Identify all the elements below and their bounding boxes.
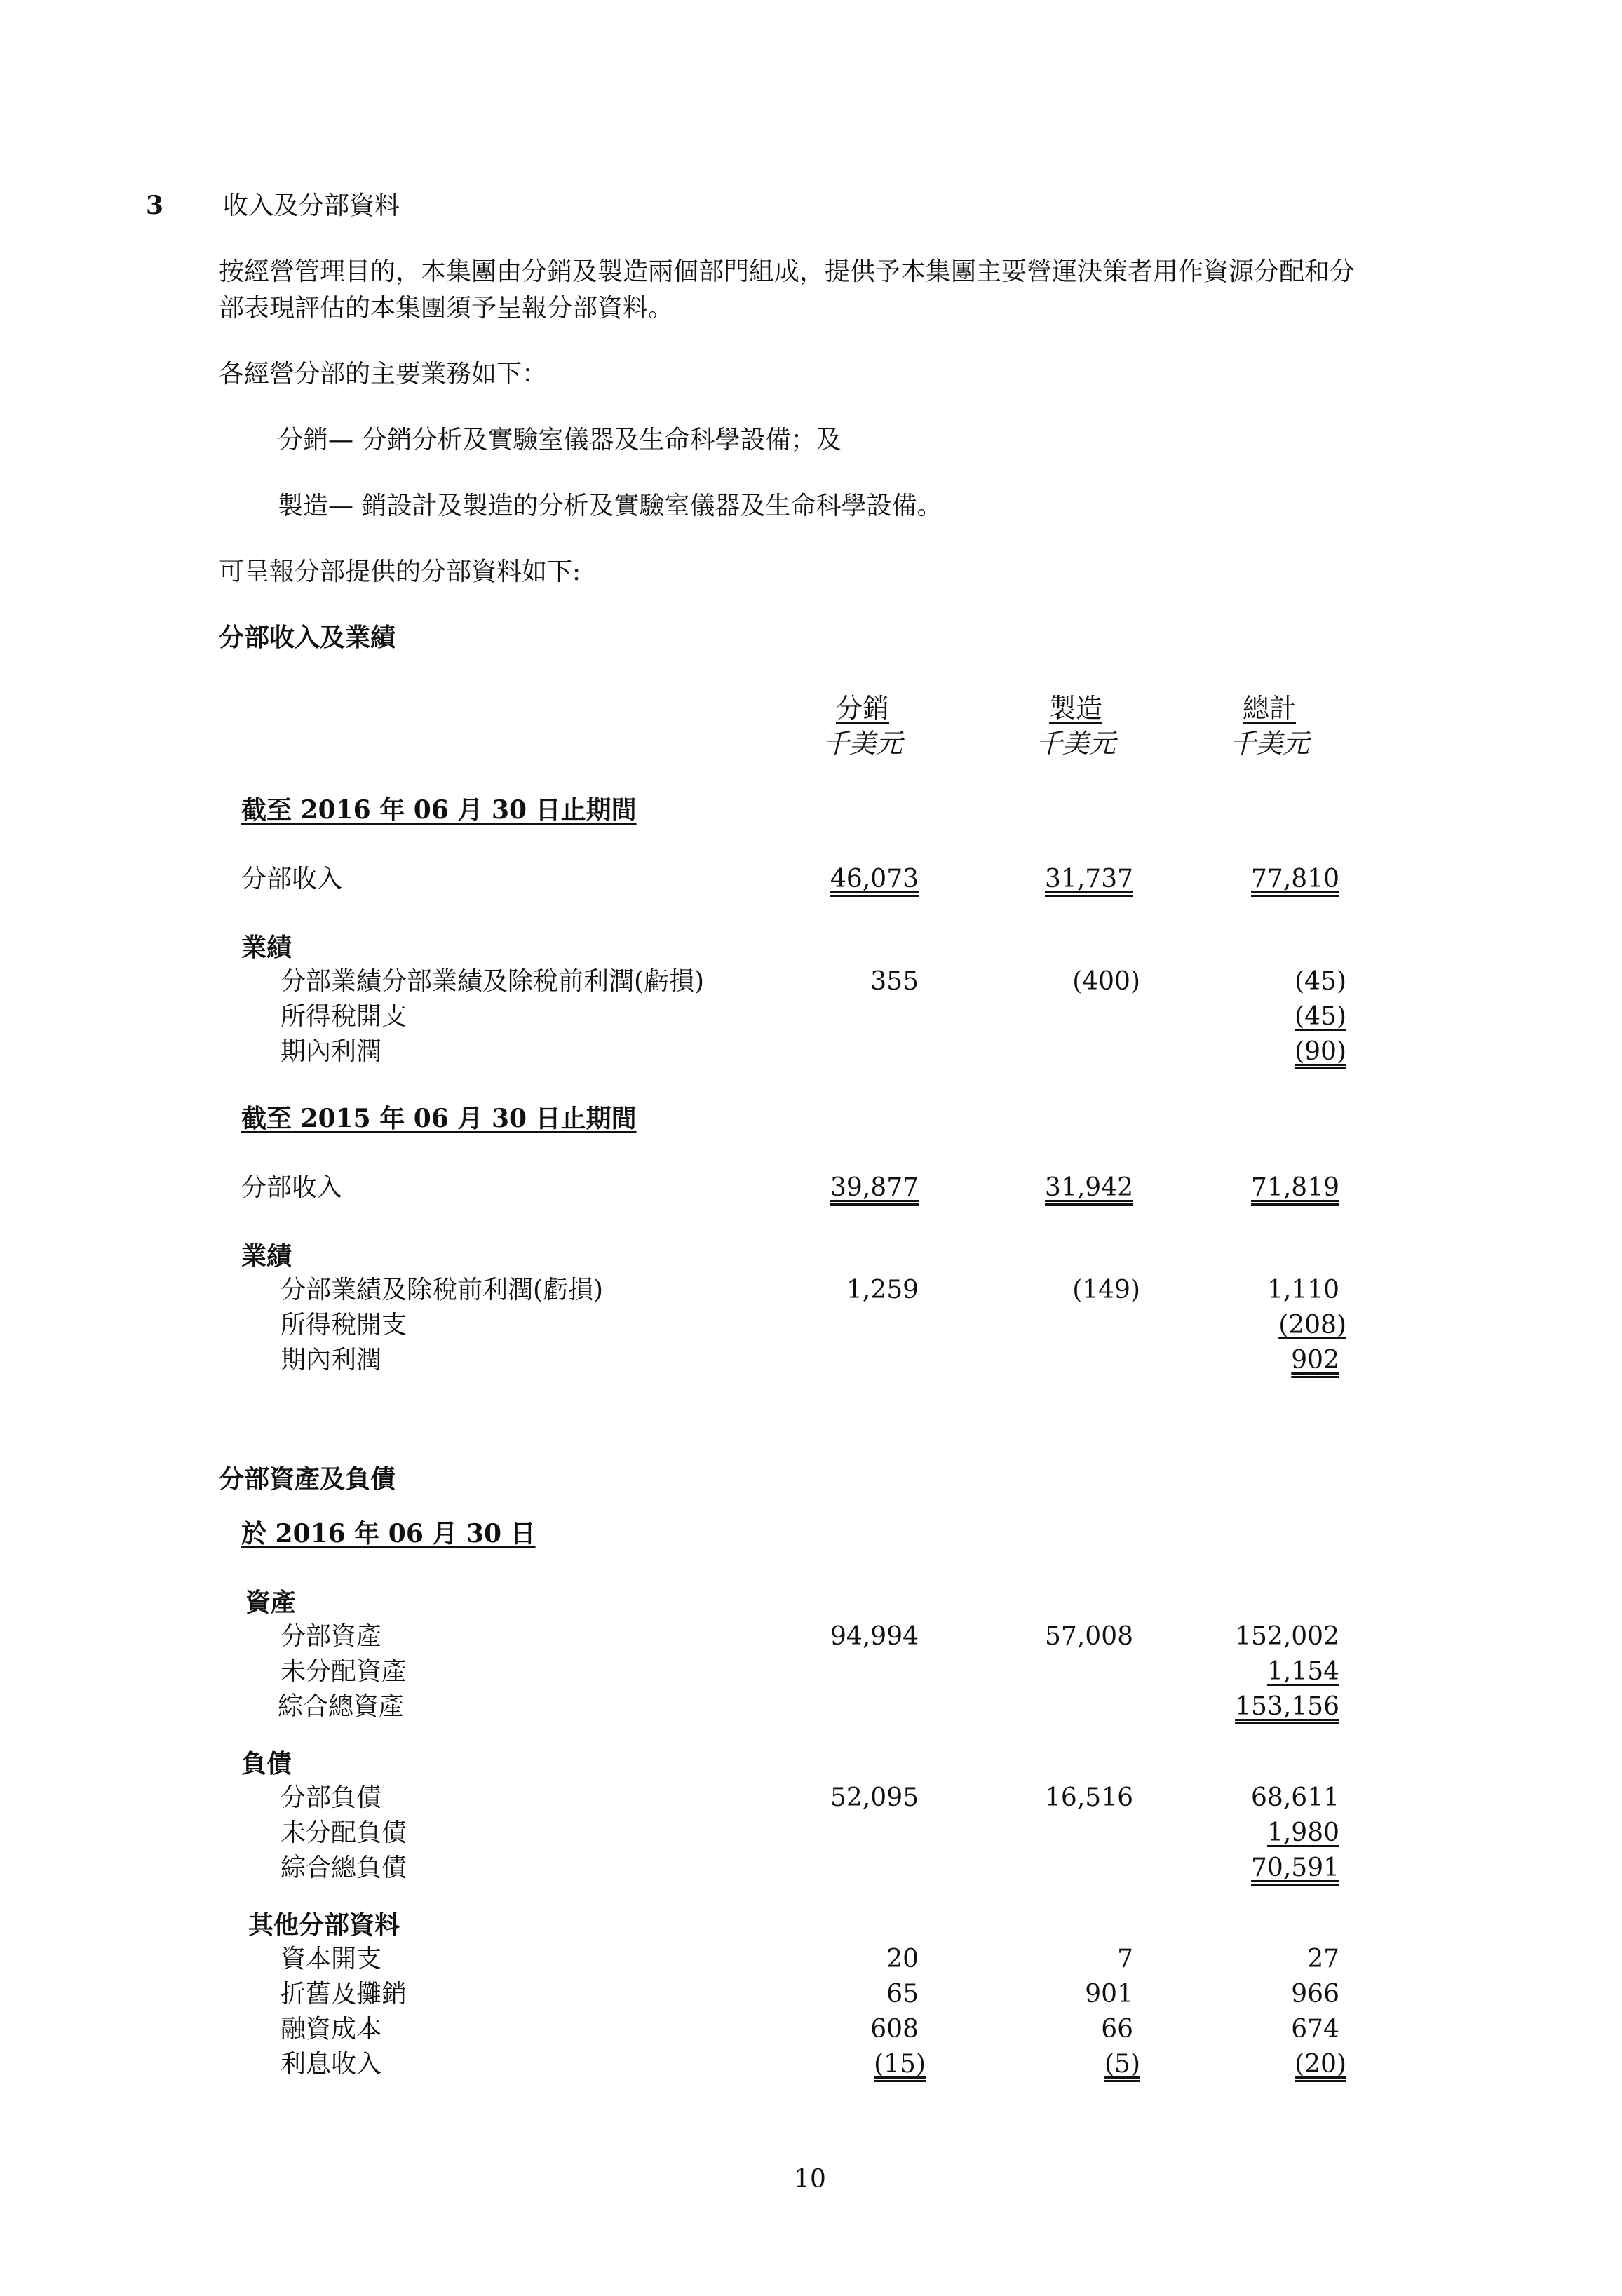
col-header-distribution: 分銷: [835, 693, 889, 724]
capex-label: 資本開支: [281, 1945, 382, 1973]
section-number: 3: [146, 191, 164, 220]
revenue-label-2015: 分部收入: [241, 1173, 343, 1202]
interest-income-distribution: (15): [874, 2050, 926, 2079]
results-label-2016: 業績: [241, 933, 292, 962]
col-header-manufacturing: 製造: [1048, 693, 1102, 724]
finance-cost-manufacturing: 66: [1101, 2015, 1133, 2044]
total-liabilities-label: 綜合總負債: [281, 1853, 407, 1882]
section-title: 收入及分部資料: [223, 191, 400, 220]
capex-distribution: 20: [886, 1945, 919, 1973]
segment-result-2015-manufacturing: (149): [1072, 1276, 1140, 1304]
total-assets: 153,156: [1235, 1692, 1339, 1721]
revenue-label-2016: 分部收入: [241, 865, 343, 893]
interest-income-manufacturing: (5): [1104, 2050, 1140, 2079]
total-liabilities: 70,591: [1251, 1853, 1339, 1882]
segment-result-2015-distribution: 1,259: [846, 1276, 919, 1304]
revenue-results-heading: 分部收入及業績: [219, 623, 396, 652]
tax-2016-total: (45): [1295, 1002, 1346, 1031]
period-2015-title: 截至 2015 年 06 月 30 日止期間: [241, 1104, 637, 1133]
profit-2016-total: (90): [1295, 1037, 1346, 1066]
unallocated-assets-total: 1,154: [1266, 1657, 1339, 1686]
col-unit-distribution: 千美元: [822, 728, 903, 759]
profit-label-2016: 期內利潤: [281, 1037, 382, 1066]
bullet-distribution: 分銷— 分銷分析及實驗室儀器及生命科學設備；及: [278, 426, 842, 454]
depreciation-distribution: 65: [886, 1980, 919, 2008]
period-2016-title: 截至 2016 年 06 月 30 日止期間: [241, 795, 637, 825]
profit-label-2015: 期內利潤: [281, 1346, 382, 1375]
unallocated-assets-label: 未分配資產: [281, 1657, 407, 1686]
segment-result-2016-manufacturing: (400): [1072, 967, 1140, 996]
assets-liabilities-heading: 分部資產及負債: [219, 1464, 396, 1494]
segment-result-2015-total: 1,110: [1266, 1276, 1339, 1304]
results-label-2015: 業績: [241, 1241, 292, 1271]
capex-total: 27: [1307, 1945, 1339, 1973]
interest-income-label: 利息收入: [281, 2050, 382, 2079]
col-unit-manufacturing: 千美元: [1035, 728, 1116, 759]
liabilities-label: 負債: [241, 1749, 292, 1778]
col-unit-total: 千美元: [1229, 728, 1309, 759]
finance-cost-label: 融資成本: [281, 2015, 382, 2044]
finance-cost-total: 674: [1291, 2015, 1339, 2044]
tax-label-2015: 所得稅開支: [281, 1311, 407, 1339]
interest-income-total: (20): [1295, 2050, 1346, 2079]
segment-result-2016-distribution: 355: [870, 967, 919, 996]
revenue-2015-manufacturing: 31,942: [1045, 1173, 1133, 1202]
segment-liabilities-total: 68,611: [1251, 1783, 1339, 1812]
unallocated-liabilities-label: 未分配負債: [281, 1818, 407, 1847]
segment-liabilities-manufacturing: 16,516: [1045, 1783, 1133, 1812]
revenue-2016-total: 77,810: [1251, 865, 1339, 893]
capex-manufacturing: 7: [1117, 1945, 1133, 1973]
intro-line-2: 部表現評估的本集團須予呈報分部資料。: [219, 294, 674, 323]
ops-heading: 各經營分部的主要業務如下：: [219, 360, 548, 389]
page-number: 10: [794, 2165, 826, 2194]
intro-line-1: 按經營管理目的，本集團由分銷及製造兩個部門組成，提供予本集團主要營運決策者用作資源分配和分: [219, 257, 1356, 286]
tax-2015-total: (208): [1278, 1311, 1346, 1339]
segment-result-2016-total: (45): [1295, 967, 1346, 996]
assets-label: 資產: [245, 1588, 297, 1617]
segment-assets-label: 分部資產: [281, 1622, 382, 1651]
segment-result-label-2016: 分部業績分部業績及除稅前利潤(虧損): [281, 967, 705, 996]
depreciation-label: 折舊及攤銷: [281, 1980, 407, 2008]
col-header-total: 總計: [1242, 693, 1296, 724]
segment-assets-total: 152,002: [1235, 1622, 1339, 1651]
reportable-intro: 可呈報分部提供的分部資料如下:: [219, 558, 581, 586]
revenue-2015-distribution: 39,877: [830, 1173, 919, 1202]
tax-label-2016: 所得稅開支: [281, 1002, 407, 1031]
bullet-manufacturing: 製造— 銷設計及製造的分析及實驗室儀器及生命科學設備。: [278, 492, 942, 520]
segment-assets-distribution: 94,994: [830, 1622, 919, 1651]
unallocated-liabilities-total: 1,980: [1266, 1818, 1339, 1847]
segment-liabilities-distribution: 52,095: [830, 1783, 919, 1812]
revenue-2016-manufacturing: 31,737: [1045, 865, 1133, 893]
finance-cost-distribution: 608: [870, 2015, 919, 2044]
profit-2015-total: 902: [1291, 1346, 1339, 1375]
depreciation-manufacturing: 901: [1085, 1980, 1133, 2008]
segment-result-label-2015: 分部業績及除稅前利潤(虧損): [281, 1276, 604, 1304]
revenue-2016-distribution: 46,073: [830, 865, 919, 893]
segment-assets-manufacturing: 57,008: [1045, 1622, 1133, 1651]
other-segment-info-label: 其他分部資料: [248, 1910, 400, 1940]
depreciation-total: 966: [1291, 1980, 1339, 2008]
total-assets-label: 綜合總資產: [278, 1692, 405, 1721]
assets-date: 於 2016 年 06 月 30 日: [241, 1519, 536, 1548]
segment-liabilities-label: 分部負債: [281, 1783, 382, 1812]
revenue-2015-total: 71,819: [1251, 1173, 1339, 1202]
